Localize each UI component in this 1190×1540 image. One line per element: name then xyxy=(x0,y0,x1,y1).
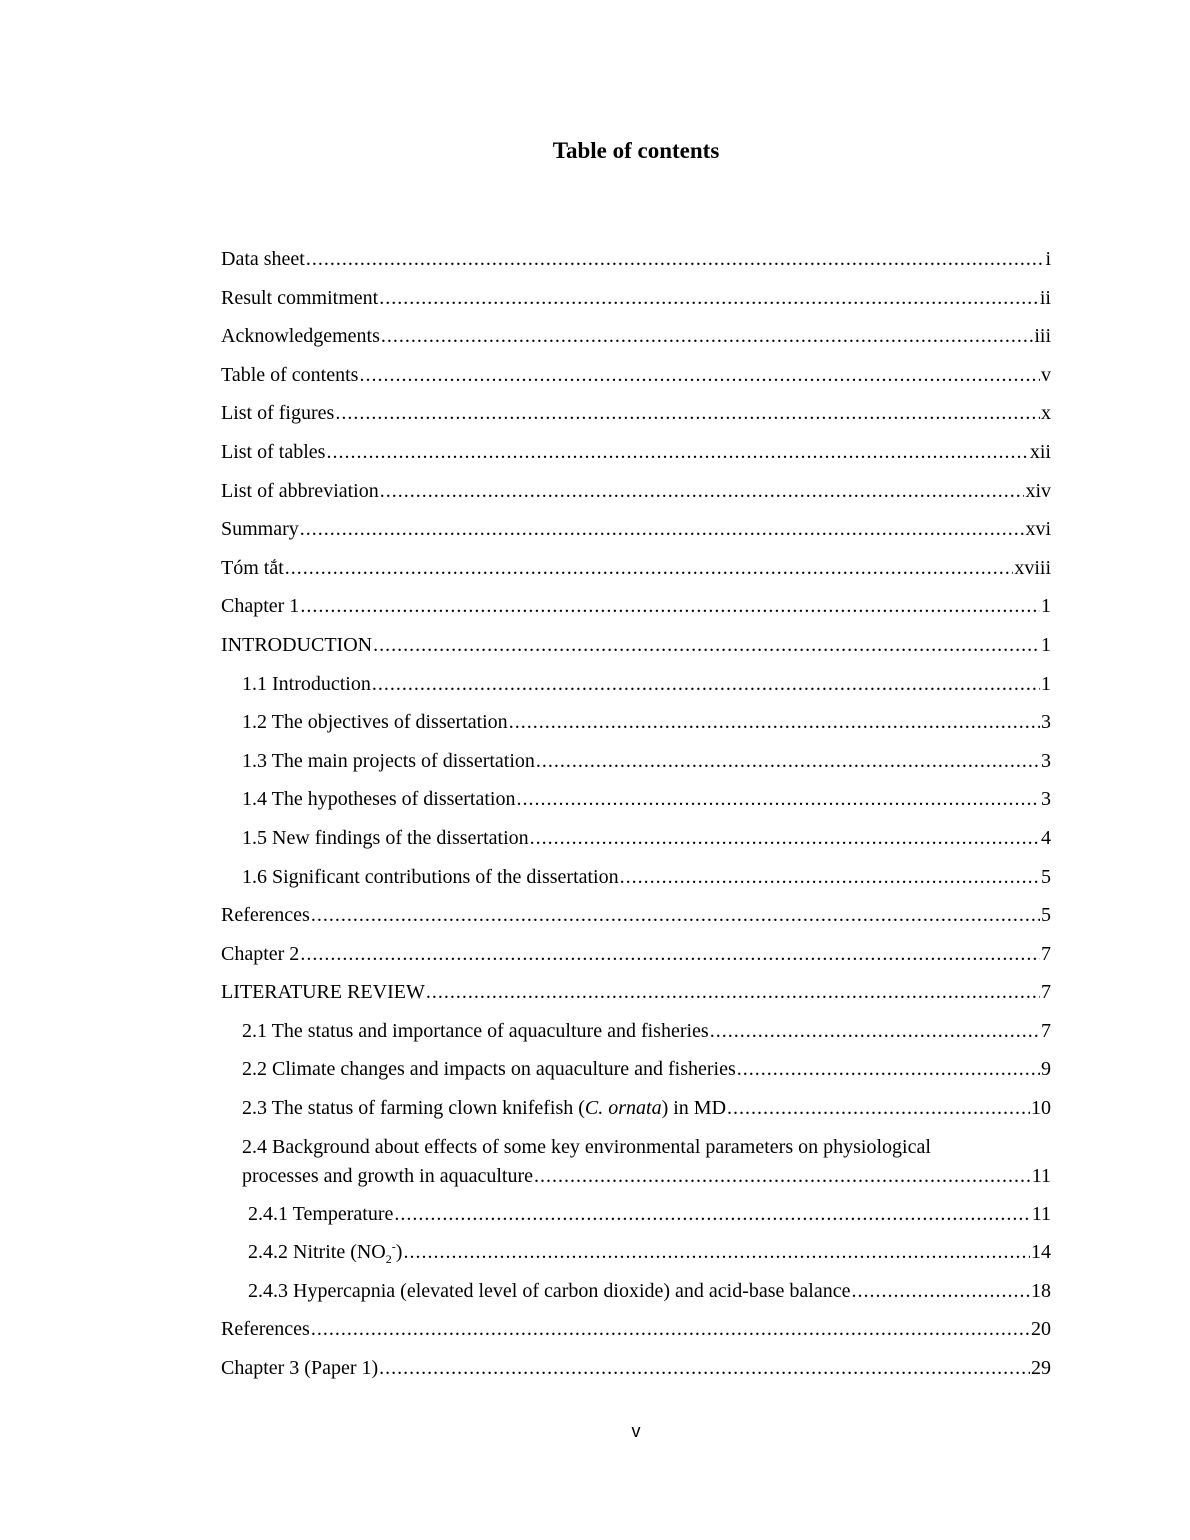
dot-leader xyxy=(379,1356,1030,1380)
toc-entry[interactable] xyxy=(221,397,1051,436)
toc-entry-label: Table of contents xyxy=(221,363,359,386)
toc-entry-label: 1.5 New findings of the dissertation xyxy=(242,826,529,849)
toc-entry-label: 2.2 Climate changes and impacts on aquaculture and fisheries xyxy=(242,1058,736,1081)
toc-entry[interactable] xyxy=(221,475,1051,514)
toc-entry-page: 29 xyxy=(1031,1357,1051,1380)
dot-leader xyxy=(737,1057,1040,1081)
toc-entry[interactable] xyxy=(221,1053,1051,1092)
toc-entry[interactable] xyxy=(221,938,1051,977)
toc-entry-page: xvi xyxy=(1025,518,1051,541)
toc-entry[interactable] xyxy=(221,243,1051,282)
toc-entry-label: References xyxy=(221,904,310,927)
toc-entry[interactable] xyxy=(221,436,1051,475)
toc-entry-page: 3 xyxy=(1041,749,1051,772)
toc-entry[interactable] xyxy=(221,1236,1051,1275)
dot-leader xyxy=(727,1096,1030,1120)
toc-entry-page: 7 xyxy=(1041,1019,1051,1042)
toc-entry-label: 1.3 The main projects of dissertation xyxy=(242,749,535,772)
label-text: ) in MD xyxy=(661,1097,727,1120)
toc-entry-label: Chapter 3 (Paper 1) xyxy=(221,1357,379,1380)
toc-entry-label: LITERATURE REVIEW xyxy=(221,981,425,1004)
toc-entry-label: Result commitment xyxy=(221,286,379,309)
toc-entry-label: Acknowledgements xyxy=(221,325,380,348)
toc-entry[interactable] xyxy=(221,590,1051,629)
dot-leader xyxy=(620,865,1040,889)
toc-entry-page: 7 xyxy=(1041,981,1051,1004)
toc-entry[interactable] xyxy=(221,1352,1051,1391)
toc-entry[interactable] xyxy=(221,1131,1051,1198)
dot-leader xyxy=(379,286,1039,310)
toc-entry-page: 3 xyxy=(1041,711,1051,734)
toc-entry[interactable] xyxy=(221,320,1051,359)
dot-leader xyxy=(380,479,1025,503)
label-text: 2.3 The status of farming clown knifefish ( xyxy=(242,1097,585,1120)
toc-entry-label: 2.4 Background about effects of some key environmental parameters on physiological xyxy=(242,1135,931,1158)
toc-entry-label: 1.4 The hypotheses of dissertation xyxy=(242,788,516,811)
dot-leader xyxy=(381,324,1033,348)
toc-entry[interactable] xyxy=(221,1313,1051,1352)
toc-entry-label: References xyxy=(221,1318,310,1341)
label-text: ) xyxy=(395,1241,403,1264)
toc-entry-page: xiv xyxy=(1025,479,1051,502)
toc-entry-label: 1.2 The objectives of dissertation xyxy=(242,711,508,734)
dot-leader xyxy=(373,633,1040,657)
toc-entry-page: 9 xyxy=(1041,1058,1051,1081)
toc-entry[interactable] xyxy=(221,783,1051,822)
subscript: 2 xyxy=(385,1252,392,1267)
toc-entry-page: 14 xyxy=(1031,1241,1051,1264)
dot-leader xyxy=(285,556,1014,580)
dot-leader xyxy=(852,1279,1031,1303)
toc-entry-label: INTRODUCTION xyxy=(221,633,373,656)
dot-leader xyxy=(300,594,1040,618)
toc-entry-page: v xyxy=(1041,363,1051,386)
toc-entry-page: ii xyxy=(1039,286,1051,309)
toc-entry-page: 7 xyxy=(1041,942,1051,965)
toc-entry-label: 1.1 Introduction xyxy=(242,672,371,695)
toc-entry-label: List of tables xyxy=(221,440,326,463)
toc-entry[interactable] xyxy=(221,513,1051,552)
toc-entry-page: 4 xyxy=(1041,826,1051,849)
toc-entry-page: 18 xyxy=(1031,1279,1051,1302)
toc-entry-page: 10 xyxy=(1031,1097,1051,1120)
dot-leader xyxy=(530,826,1040,850)
toc-entry[interactable] xyxy=(221,359,1051,398)
dot-leader xyxy=(394,1202,1030,1226)
dot-leader xyxy=(359,363,1040,387)
toc-entry-label: processes and growth in aquaculture xyxy=(242,1164,534,1187)
toc-entry[interactable] xyxy=(221,629,1051,668)
toc-entry[interactable] xyxy=(221,668,1051,707)
dot-leader xyxy=(710,1019,1040,1043)
toc-entry[interactable] xyxy=(221,1092,1051,1131)
toc-entry-page: 5 xyxy=(1041,904,1051,927)
dot-leader xyxy=(300,517,1025,541)
toc-entry-label: Summary xyxy=(221,518,299,541)
toc-entry[interactable] xyxy=(221,822,1051,861)
dot-leader xyxy=(426,980,1040,1004)
toc-entry-page: 11 xyxy=(1031,1164,1051,1187)
toc-entry-page: i xyxy=(1045,248,1051,270)
toc-entry-page: 20 xyxy=(1031,1318,1051,1341)
toc-entry-label xyxy=(242,1096,726,1120)
table-of-contents xyxy=(221,243,1051,1391)
toc-entry-page: 3 xyxy=(1041,788,1051,811)
label-text: 2.4.2 Nitrite (NO xyxy=(248,1241,386,1264)
dot-leader xyxy=(509,710,1040,734)
toc-entry[interactable] xyxy=(221,745,1051,784)
toc-entry[interactable] xyxy=(221,706,1051,745)
dot-leader xyxy=(372,672,1040,696)
dot-leader xyxy=(534,1164,1031,1188)
superscript: - xyxy=(391,1239,396,1254)
dot-leader xyxy=(311,903,1040,927)
dot-leader xyxy=(335,401,1040,425)
toc-entry-page: 1 xyxy=(1041,633,1051,656)
toc-entry-page: iii xyxy=(1034,325,1051,348)
toc-entry-page: 11 xyxy=(1031,1202,1051,1225)
toc-entry[interactable] xyxy=(221,1198,1051,1237)
toc-entry-label: 1.6 Significant contributions of the dissertation xyxy=(242,865,619,888)
toc-entry[interactable] xyxy=(221,1275,1051,1314)
toc-entry-page: 1 xyxy=(1041,672,1051,695)
toc-entry-page: 1 xyxy=(1041,595,1051,618)
toc-entry-label: Chapter 2 xyxy=(221,942,300,965)
page-title: Table of contents xyxy=(552,138,720,163)
toc-entry[interactable] xyxy=(221,899,1051,938)
dot-leader xyxy=(326,440,1028,464)
toc-entry-label: 2.4.1 Temperature xyxy=(248,1202,394,1225)
toc-entry[interactable] xyxy=(221,861,1051,900)
toc-entry-label: Tóm tắt xyxy=(221,556,284,579)
toc-entry-page: 5 xyxy=(1041,865,1051,888)
toc-entry-label: 2.1 The status and importance of aquaculture and fisheries xyxy=(242,1019,709,1042)
toc-entry[interactable] xyxy=(221,552,1051,591)
dot-leader xyxy=(516,787,1040,811)
toc-entry-label: List of abbreviation xyxy=(221,479,379,502)
toc-entry-continuation xyxy=(242,1164,1051,1188)
toc-entry-label xyxy=(248,1239,403,1267)
toc-entry-page: x xyxy=(1041,402,1051,425)
dot-leader xyxy=(306,247,1045,271)
toc-entry[interactable] xyxy=(221,1015,1051,1054)
toc-entry[interactable] xyxy=(221,976,1051,1015)
dot-leader xyxy=(300,942,1040,966)
dot-leader xyxy=(403,1240,1030,1264)
toc-entry-label: List of figures xyxy=(221,402,335,425)
toc-entry-label: Data sheet xyxy=(221,248,305,270)
toc-entry-page: xviii xyxy=(1014,556,1051,579)
dot-leader xyxy=(311,1317,1030,1341)
dot-leader xyxy=(536,749,1040,773)
toc-entry-label: 2.4.3 Hypercapnia (elevated level of carbon dioxide) and acid-base balance xyxy=(248,1279,851,1302)
page-number: v xyxy=(631,1421,641,1441)
species-name: C. ornata xyxy=(584,1097,662,1120)
toc-entry[interactable] xyxy=(221,282,1051,321)
toc-entry-label: Chapter 1 xyxy=(221,595,300,618)
toc-entry-page: xii xyxy=(1029,440,1051,463)
